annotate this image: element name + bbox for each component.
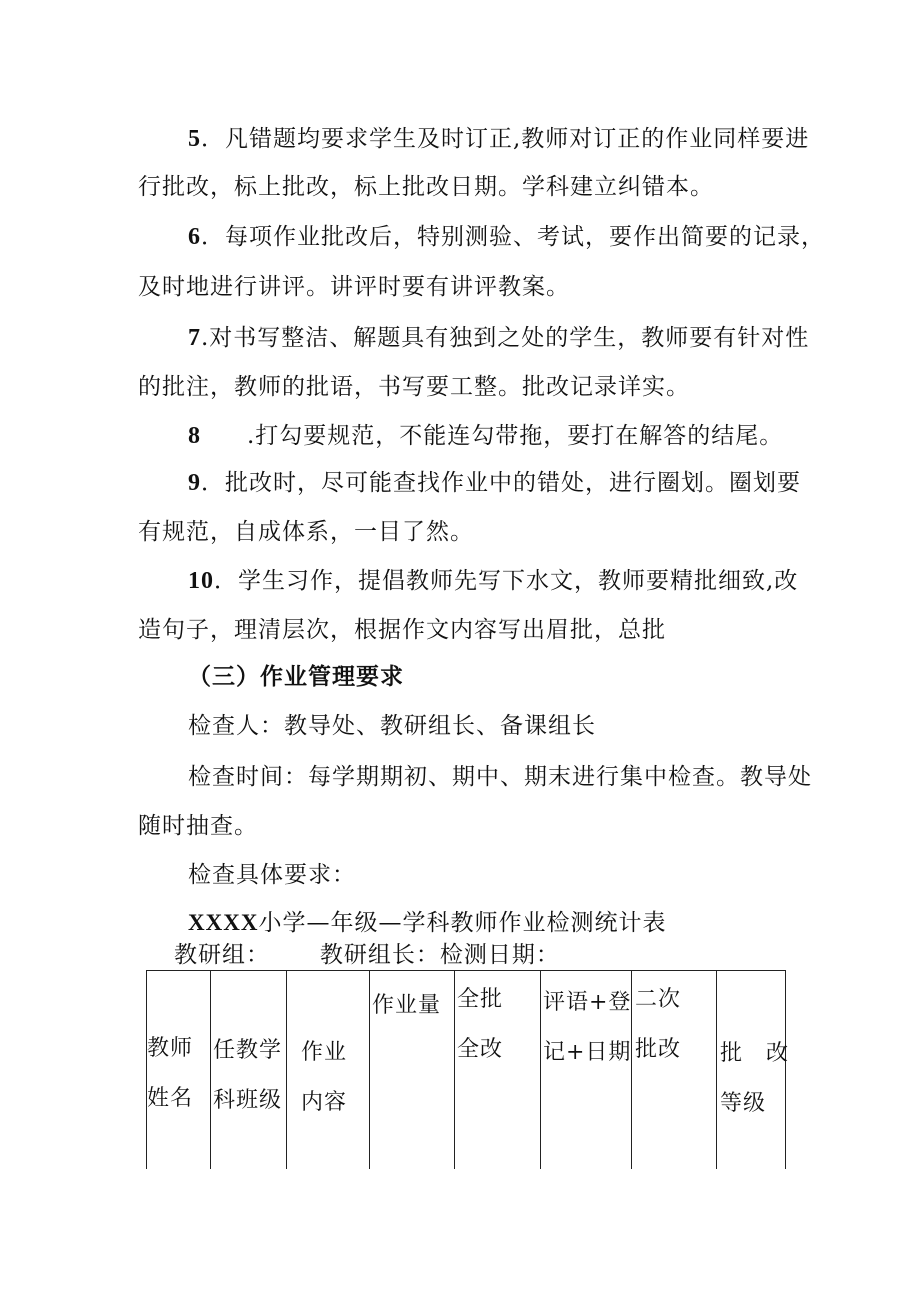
header-homework-amount: 作业量 xyxy=(372,993,442,1018)
item-6-line-2: 及时地进行讲评。讲评时要有讲评教案。 xyxy=(138,274,570,300)
item-10-line-2: 造句子，理清层次，根据作文内容写出眉批，总批 xyxy=(138,617,666,643)
item-8-line-1: 8 .打勾要规范，不能连勾带拖，要打在解答的结尾。 xyxy=(188,423,784,449)
column-divider xyxy=(286,971,287,1169)
section-heading: （三）作业管理要求 xyxy=(188,663,404,690)
inspectors-line: 检查人：教导处、教研组长、备课组长 xyxy=(188,713,596,739)
item-10-number: 10 xyxy=(188,568,214,594)
table-title: XXXX小学—年级—学科教师作业检测统计表 xyxy=(188,910,667,936)
item-9-line-1: 9．批改时，尽可能查找作业中的错处，进行圈划。圈划要 xyxy=(188,470,801,496)
header-subject-class: 任教学 科班级 xyxy=(213,1038,283,1113)
item-6-line-1: 6．每项作业批改后，特别测验、考试，要作出简要的记录， xyxy=(188,224,825,250)
header-full-correction: 全批 全改 xyxy=(457,987,504,1062)
column-divider xyxy=(540,971,541,1169)
item-8-number: 8 xyxy=(188,423,201,449)
header-correction-grade: 批 改 等级 xyxy=(720,1041,790,1116)
column-divider xyxy=(716,971,717,1169)
item-9-line-2: 有规范，自成体系，一目了然。 xyxy=(138,519,474,545)
inspect-time-line-1: 检查时间：每学期期初、期中、期末进行集中检查。教导处 xyxy=(188,764,812,790)
item-7-line-1: 7.对书写整洁、解题具有独到之处的学生，教师要有针对性 xyxy=(188,325,810,351)
item-5-line-1: 5．凡错题均要求学生及时订正,教师对订正的作业同样要进 xyxy=(188,126,810,152)
column-divider xyxy=(369,971,370,1169)
header-comments-records: 评语+登 记+日期 xyxy=(543,990,632,1065)
item-5-number: 5 xyxy=(188,126,201,152)
table-subtitle: 教研组： 教研组长：检测日期： xyxy=(174,942,560,968)
item-7-line-2: 的批注，教师的批语，书写要工整。批改记录详实。 xyxy=(138,374,690,400)
item-10-line-1: 10．学生习作，提倡教师先写下水文，教师要精批细致,改 xyxy=(188,568,799,594)
header-teacher-name: 教师 姓名 xyxy=(147,1036,194,1111)
statistics-table xyxy=(146,970,790,1169)
item-5-line-2: 行批改，标上批改，标上批改日期。学科建立纠错本。 xyxy=(138,174,714,200)
item-9-number: 9 xyxy=(188,470,201,496)
inspect-time-line-2: 随时抽查。 xyxy=(138,813,258,839)
item-6-number: 6 xyxy=(188,224,201,250)
requirements-label: 检查具体要求： xyxy=(188,862,356,888)
column-divider xyxy=(210,971,211,1169)
header-homework-content: 作业 内容 xyxy=(301,1040,348,1115)
item-7-number: 7 xyxy=(188,325,201,351)
column-divider xyxy=(454,971,455,1169)
header-second-correction: 二次 批改 xyxy=(635,987,682,1062)
